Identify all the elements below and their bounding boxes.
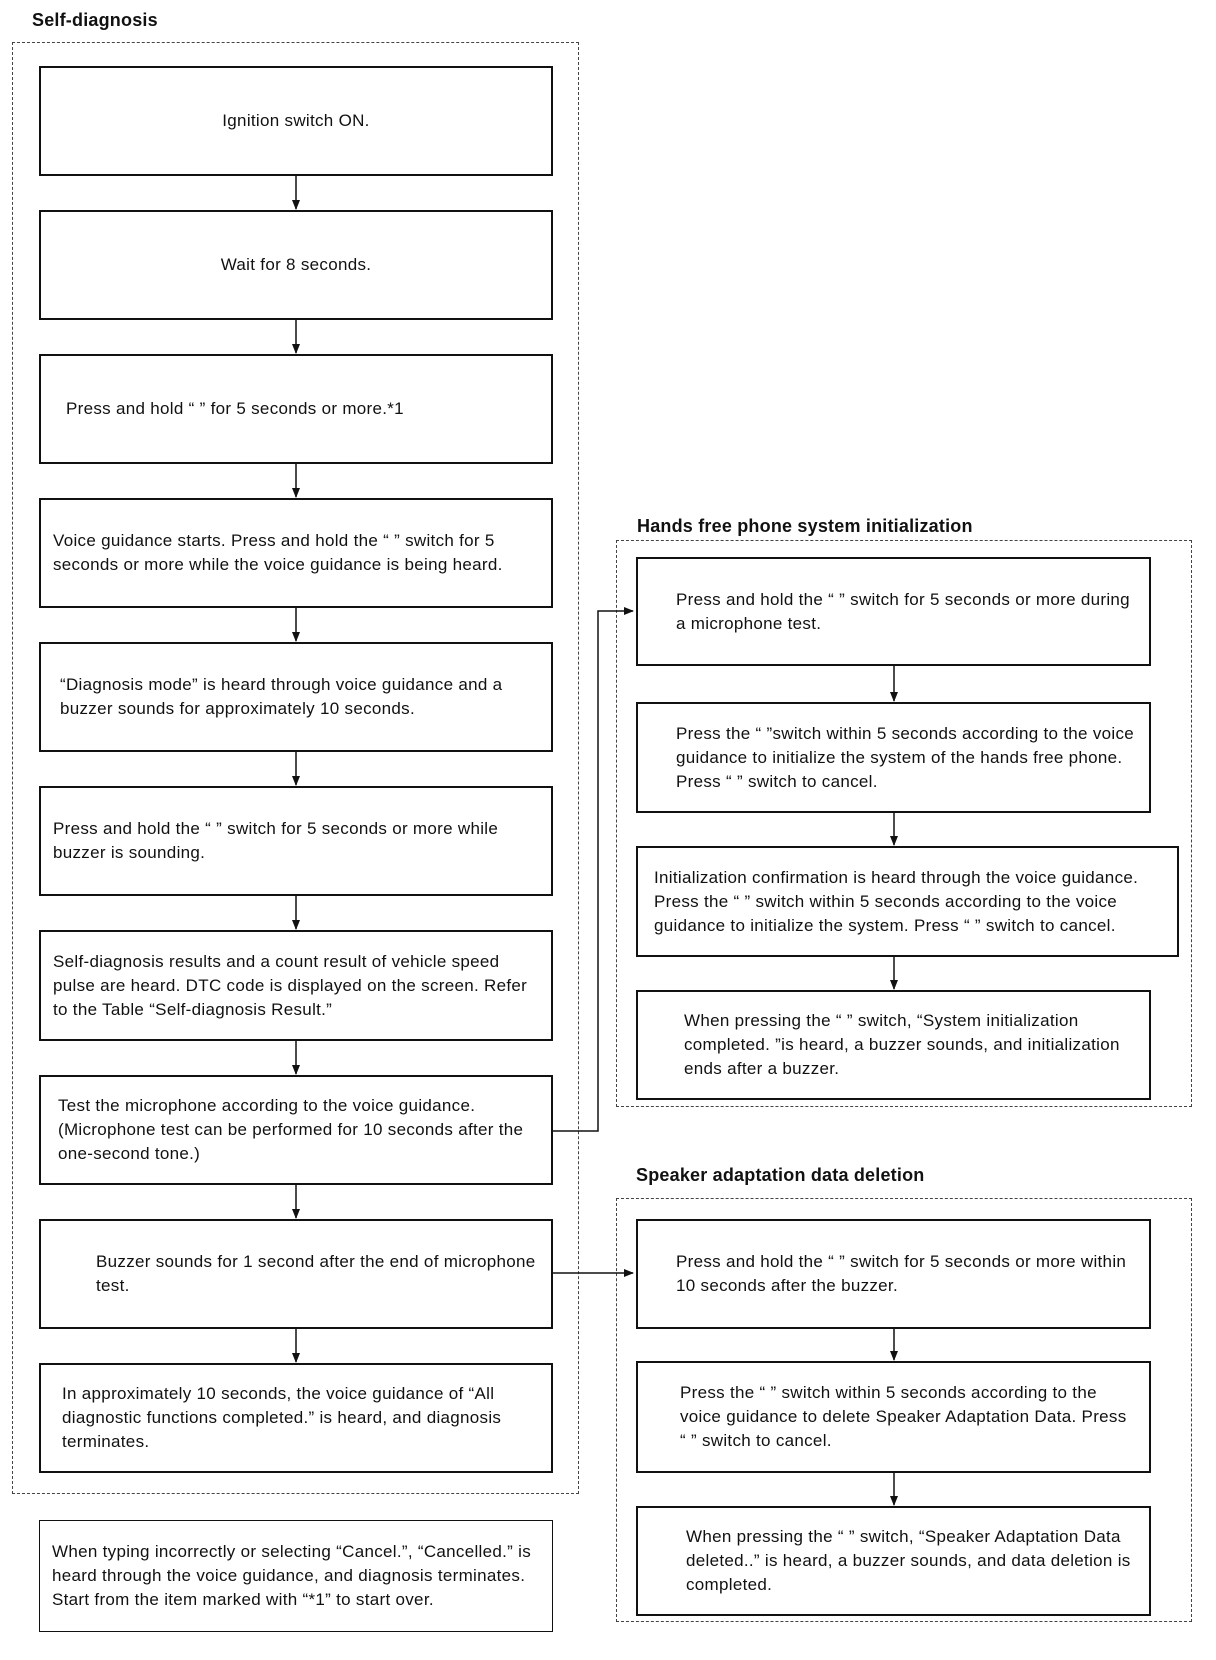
del-step-press-hold: Press and hold the “ ” switch for 5 seconds or more within 10 seconds after the buzzer. [636, 1219, 1151, 1329]
step-press-hold-buzzer: Press and hold the “ ” switch for 5 seconds or more while buzzer is sounding. [39, 786, 553, 896]
init-step-confirmation: Initialization confirmation is heard through the voice guidance. Press the “ ” switch within 5 seconds according to the voice guidance to initialize the system. Press “ ” switch to cancel. [636, 846, 1179, 957]
step-voice-guidance: Voice guidance starts. Press and hold the “ ” switch for 5 seconds or more while the voice guidance is being heard. [39, 498, 553, 608]
step-microphone-test: Test the microphone according to the voice guidance. (Microphone test can be performed for 10 seconds after the one-second tone.) [39, 1075, 553, 1185]
step-buzzer-after-test: Buzzer sounds for 1 second after the end of microphone test. [39, 1219, 553, 1329]
init-step-press-hold: Press and hold the “ ” switch for 5 seconds or more during a microphone test. [636, 557, 1151, 666]
del-step-press-talk: Press the “ ” switch within 5 seconds according to the voice guidance to delete Speaker Adaptation Data. Press “ ” switch to cancel. [636, 1361, 1151, 1473]
cancel-note: When typing incorrectly or selecting “Cancel.”, “Cancelled.” is heard through the voice guidance, and diagnosis terminates. Start from the item marked with “*1” to start over. [39, 1520, 553, 1632]
self-diagnosis-title: Self-diagnosis [32, 10, 158, 30]
step-diagnosis-mode: “Diagnosis mode” is heard through voice guidance and a buzzer sounds for approximately 10 seconds. [39, 642, 553, 752]
init-step-completed: When pressing the “ ” switch, “System initialization completed. ”is heard, a buzzer sounds, and initialization ends after a buzzer. [636, 990, 1151, 1100]
step-diagnosis-terminates: In approximately 10 seconds, the voice guidance of “All diagnostic functions completed.” is heard, and diagnosis terminates. [39, 1363, 553, 1473]
init-step-press-talk: Press the “ ”switch within 5 seconds according to the voice guidance to initialize the system of the hands free phone. Press “ ” switch to cancel. [636, 702, 1151, 813]
del-step-deleted: When pressing the “ ” switch, “Speaker Adaptation Data deleted..” is heard, a buzzer sounds, and data deletion is completed. [636, 1506, 1151, 1616]
step-ignition-on: Ignition switch ON. [39, 66, 553, 176]
deletion-title: Speaker adaptation data deletion [636, 1165, 925, 1185]
initialization-title: Hands free phone system initialization [637, 516, 973, 536]
step-self-diagnosis-results: Self-diagnosis results and a count result of vehicle speed pulse are heard. DTC code is displayed on the screen. Refer to the Table “Self-diagnosis Result.” [39, 930, 553, 1041]
step-press-hold-talk: Press and hold “ ” for 5 seconds or more.*1 [39, 354, 553, 464]
arrow-to-initialization [552, 611, 633, 1131]
step-wait: Wait for 8 seconds. [39, 210, 553, 320]
